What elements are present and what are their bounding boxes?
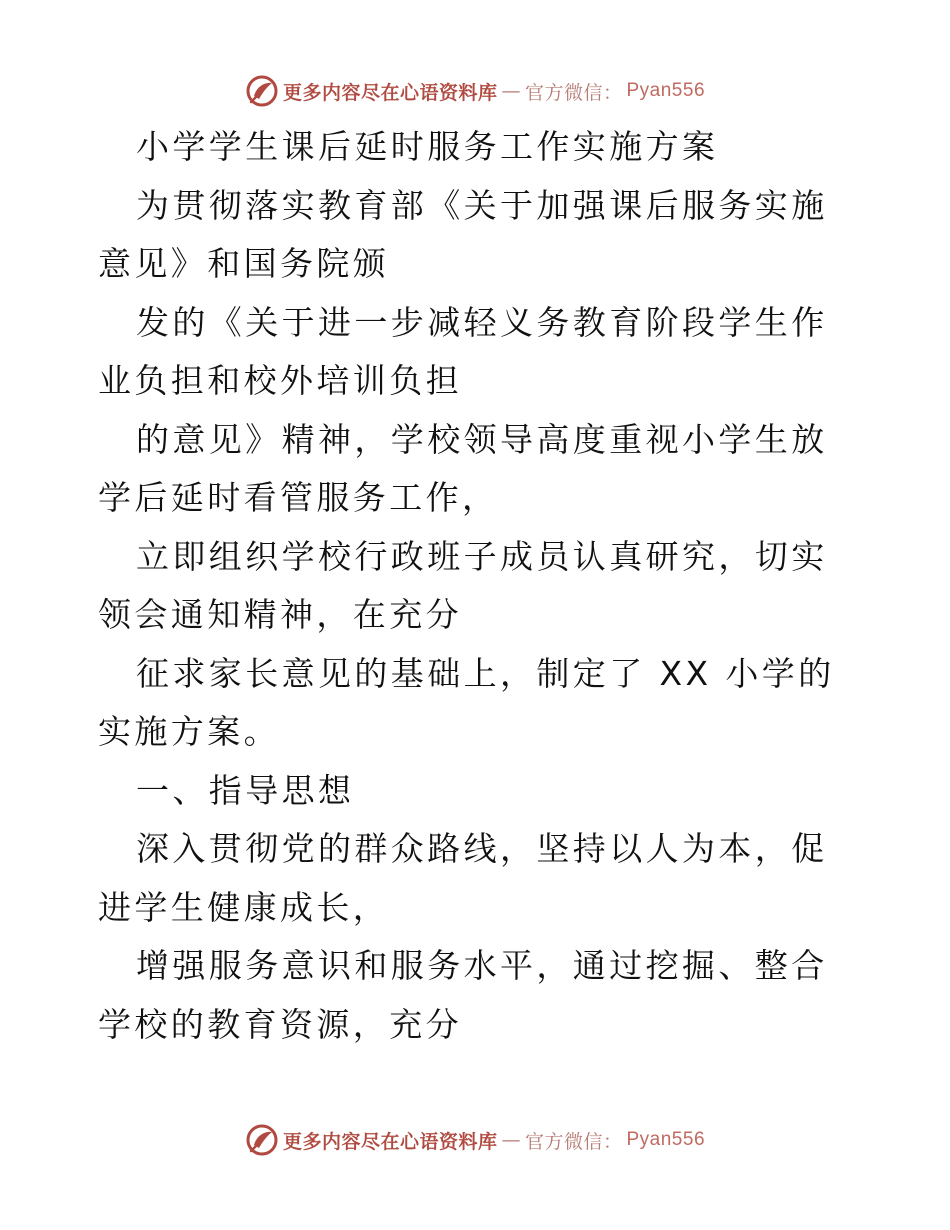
watermark-separator: — bbox=[501, 80, 521, 102]
document-title: 小学学生课后延时服务工作实施方案 bbox=[136, 127, 719, 166]
watermark-text-group bbox=[245, 1123, 705, 1157]
paragraph: 征求家长意见的基础上，制定了 XX 小学的实施方案。 bbox=[98, 653, 835, 751]
paragraph: 的意见》精神，学校领导高度重视小学生放学后延时看管服务工作， bbox=[98, 419, 828, 517]
header-watermark-banner bbox=[0, 71, 950, 111]
watermark-wechat-label: 官方微信： bbox=[524, 1130, 623, 1153]
paragraph: 立即组织学校行政班子成员认真研究，切实领会通知精神，在充分 bbox=[98, 536, 828, 634]
paragraph: 为贯彻落实教育部《关于加强课后服务实施意见》和国务院颁 bbox=[98, 185, 828, 283]
watermark-site-name: 更多内容尽在心语资料库 bbox=[282, 81, 498, 104]
paragraph: 增强服务意识和服务水平，通过挖掘、整合学校的教育资源，充分 bbox=[98, 946, 828, 1044]
section-heading: 一、指导思想 bbox=[136, 770, 355, 810]
watermark-site-name: 更多内容尽在心语资料库 bbox=[282, 1130, 498, 1153]
brand-logo-icon bbox=[245, 1123, 279, 1157]
paragraph: 发的《关于进一步减轻义务教育阶段学生作业负担和校外培训负担 bbox=[98, 302, 828, 400]
watermark-wechat-label: 官方微信： bbox=[524, 81, 623, 104]
footer-watermark-banner bbox=[0, 1120, 950, 1160]
watermark-wechat-id: Pyan556 bbox=[626, 80, 706, 101]
watermark-separator: — bbox=[501, 1129, 521, 1151]
watermark-text-group bbox=[245, 74, 705, 108]
paragraph: 深入贯彻党的群众路线，坚持以人为本，促进学生健康成长， bbox=[98, 829, 828, 927]
watermark-wechat-id: Pyan556 bbox=[626, 1129, 706, 1150]
brand-logo-icon bbox=[245, 74, 279, 108]
document-body bbox=[98, 118, 858, 1054]
